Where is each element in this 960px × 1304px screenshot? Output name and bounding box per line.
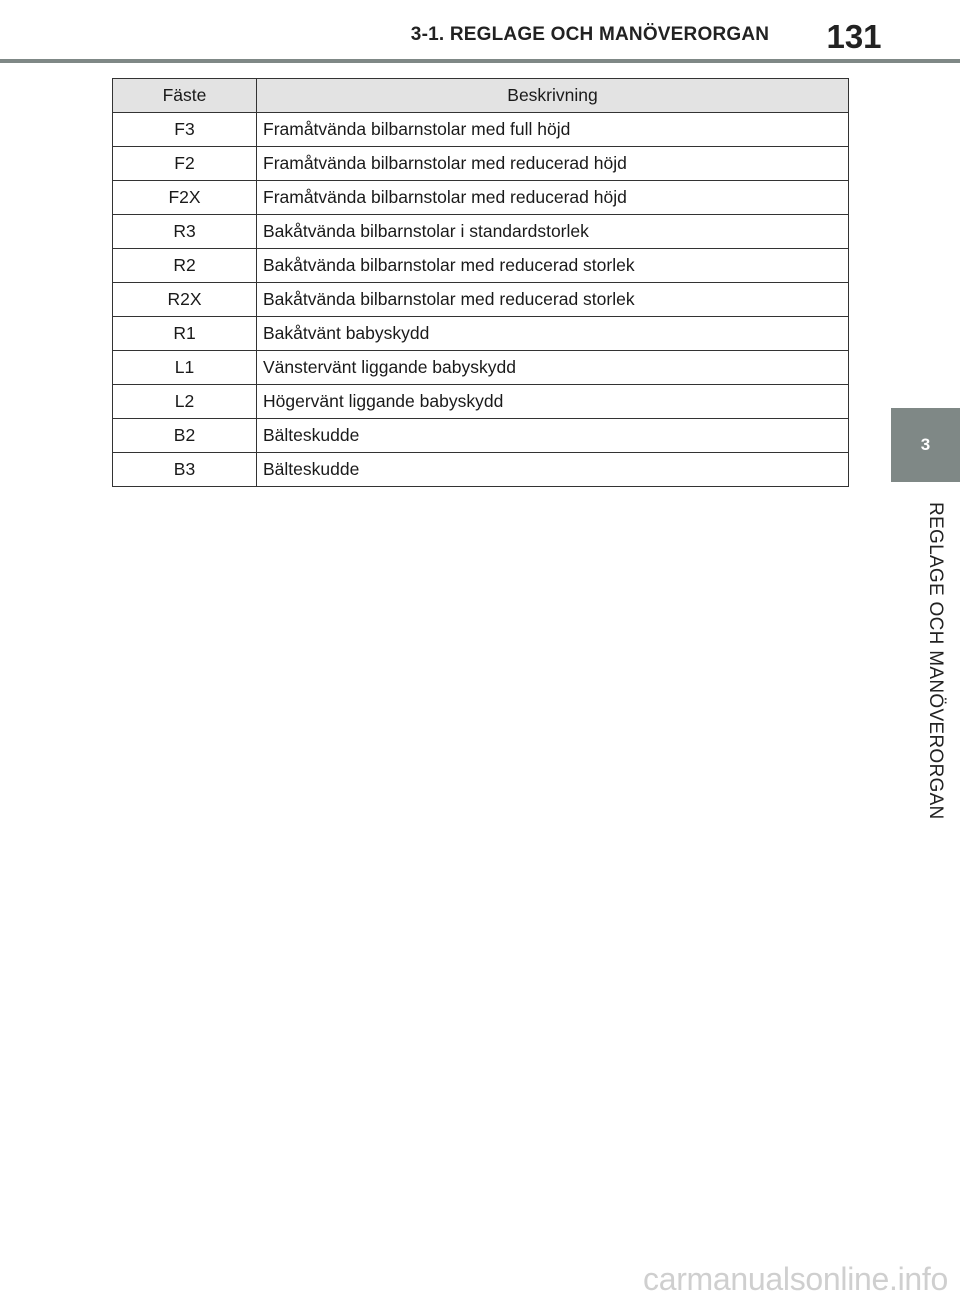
fastening-code: R1 [113,317,257,351]
watermark: carmanualsonline.info [643,1261,948,1297]
fastening-code: F2X [113,181,257,215]
table-row [113,113,849,147]
chapter-tab [891,408,960,482]
fastening-description: Högervänt liggande babyskydd [257,385,849,419]
fastening-description: Bälteskudde [257,419,849,453]
fastening-code: L1 [113,351,257,385]
fastening-description: Vänstervänt liggande babyskydd [257,351,849,385]
table-row [113,453,849,487]
table-row [113,351,849,385]
fastening-description: Framåtvända bilbarnstolar med full höjd [257,113,849,147]
header-fastening: Fäste [113,79,257,113]
mounting-table [112,78,848,487]
chapter-label: REGLAGE OCH MANÖVERORGAN [925,502,946,820]
table-row [113,283,849,317]
fastening-description: Bakåtvända bilbarnstolar i standardstorlek [257,215,849,249]
fastening-description: Framåtvända bilbarnstolar med reducerad höjd [257,147,849,181]
spec-table [112,78,849,487]
fastening-description: Bakåtvända bilbarnstolar med reducerad storlek [257,249,849,283]
fastening-description: Bälteskudde [257,453,849,487]
fastening-code: R2X [113,283,257,317]
table-row [113,385,849,419]
section-title: 3-1. REGLAGE OCH MANÖVERORGAN [410,24,770,45]
fastening-code: B3 [113,453,257,487]
fastening-description: Framåtvända bilbarnstolar med reducerad höjd [257,181,849,215]
table-row [113,147,849,181]
table-row [113,317,849,351]
fastening-code: R2 [113,249,257,283]
fastening-code: R3 [113,215,257,249]
table-header-row [113,79,849,113]
chapter-number: 3 [920,435,931,454]
header-rule [0,59,960,63]
page-header [0,0,960,60]
fastening-code: F2 [113,147,257,181]
table-row [113,181,849,215]
fastening-code: L2 [113,385,257,419]
header-description: Beskrivning [257,79,849,113]
fastening-code: F3 [113,113,257,147]
fastening-description: Bakåtvända bilbarnstolar med reducerad storlek [257,283,849,317]
table-row [113,419,849,453]
table-row [113,249,849,283]
page-number: 131 [826,18,882,55]
fastening-description: Bakåtvänt babyskydd [257,317,849,351]
fastening-code: B2 [113,419,257,453]
table-row [113,215,849,249]
